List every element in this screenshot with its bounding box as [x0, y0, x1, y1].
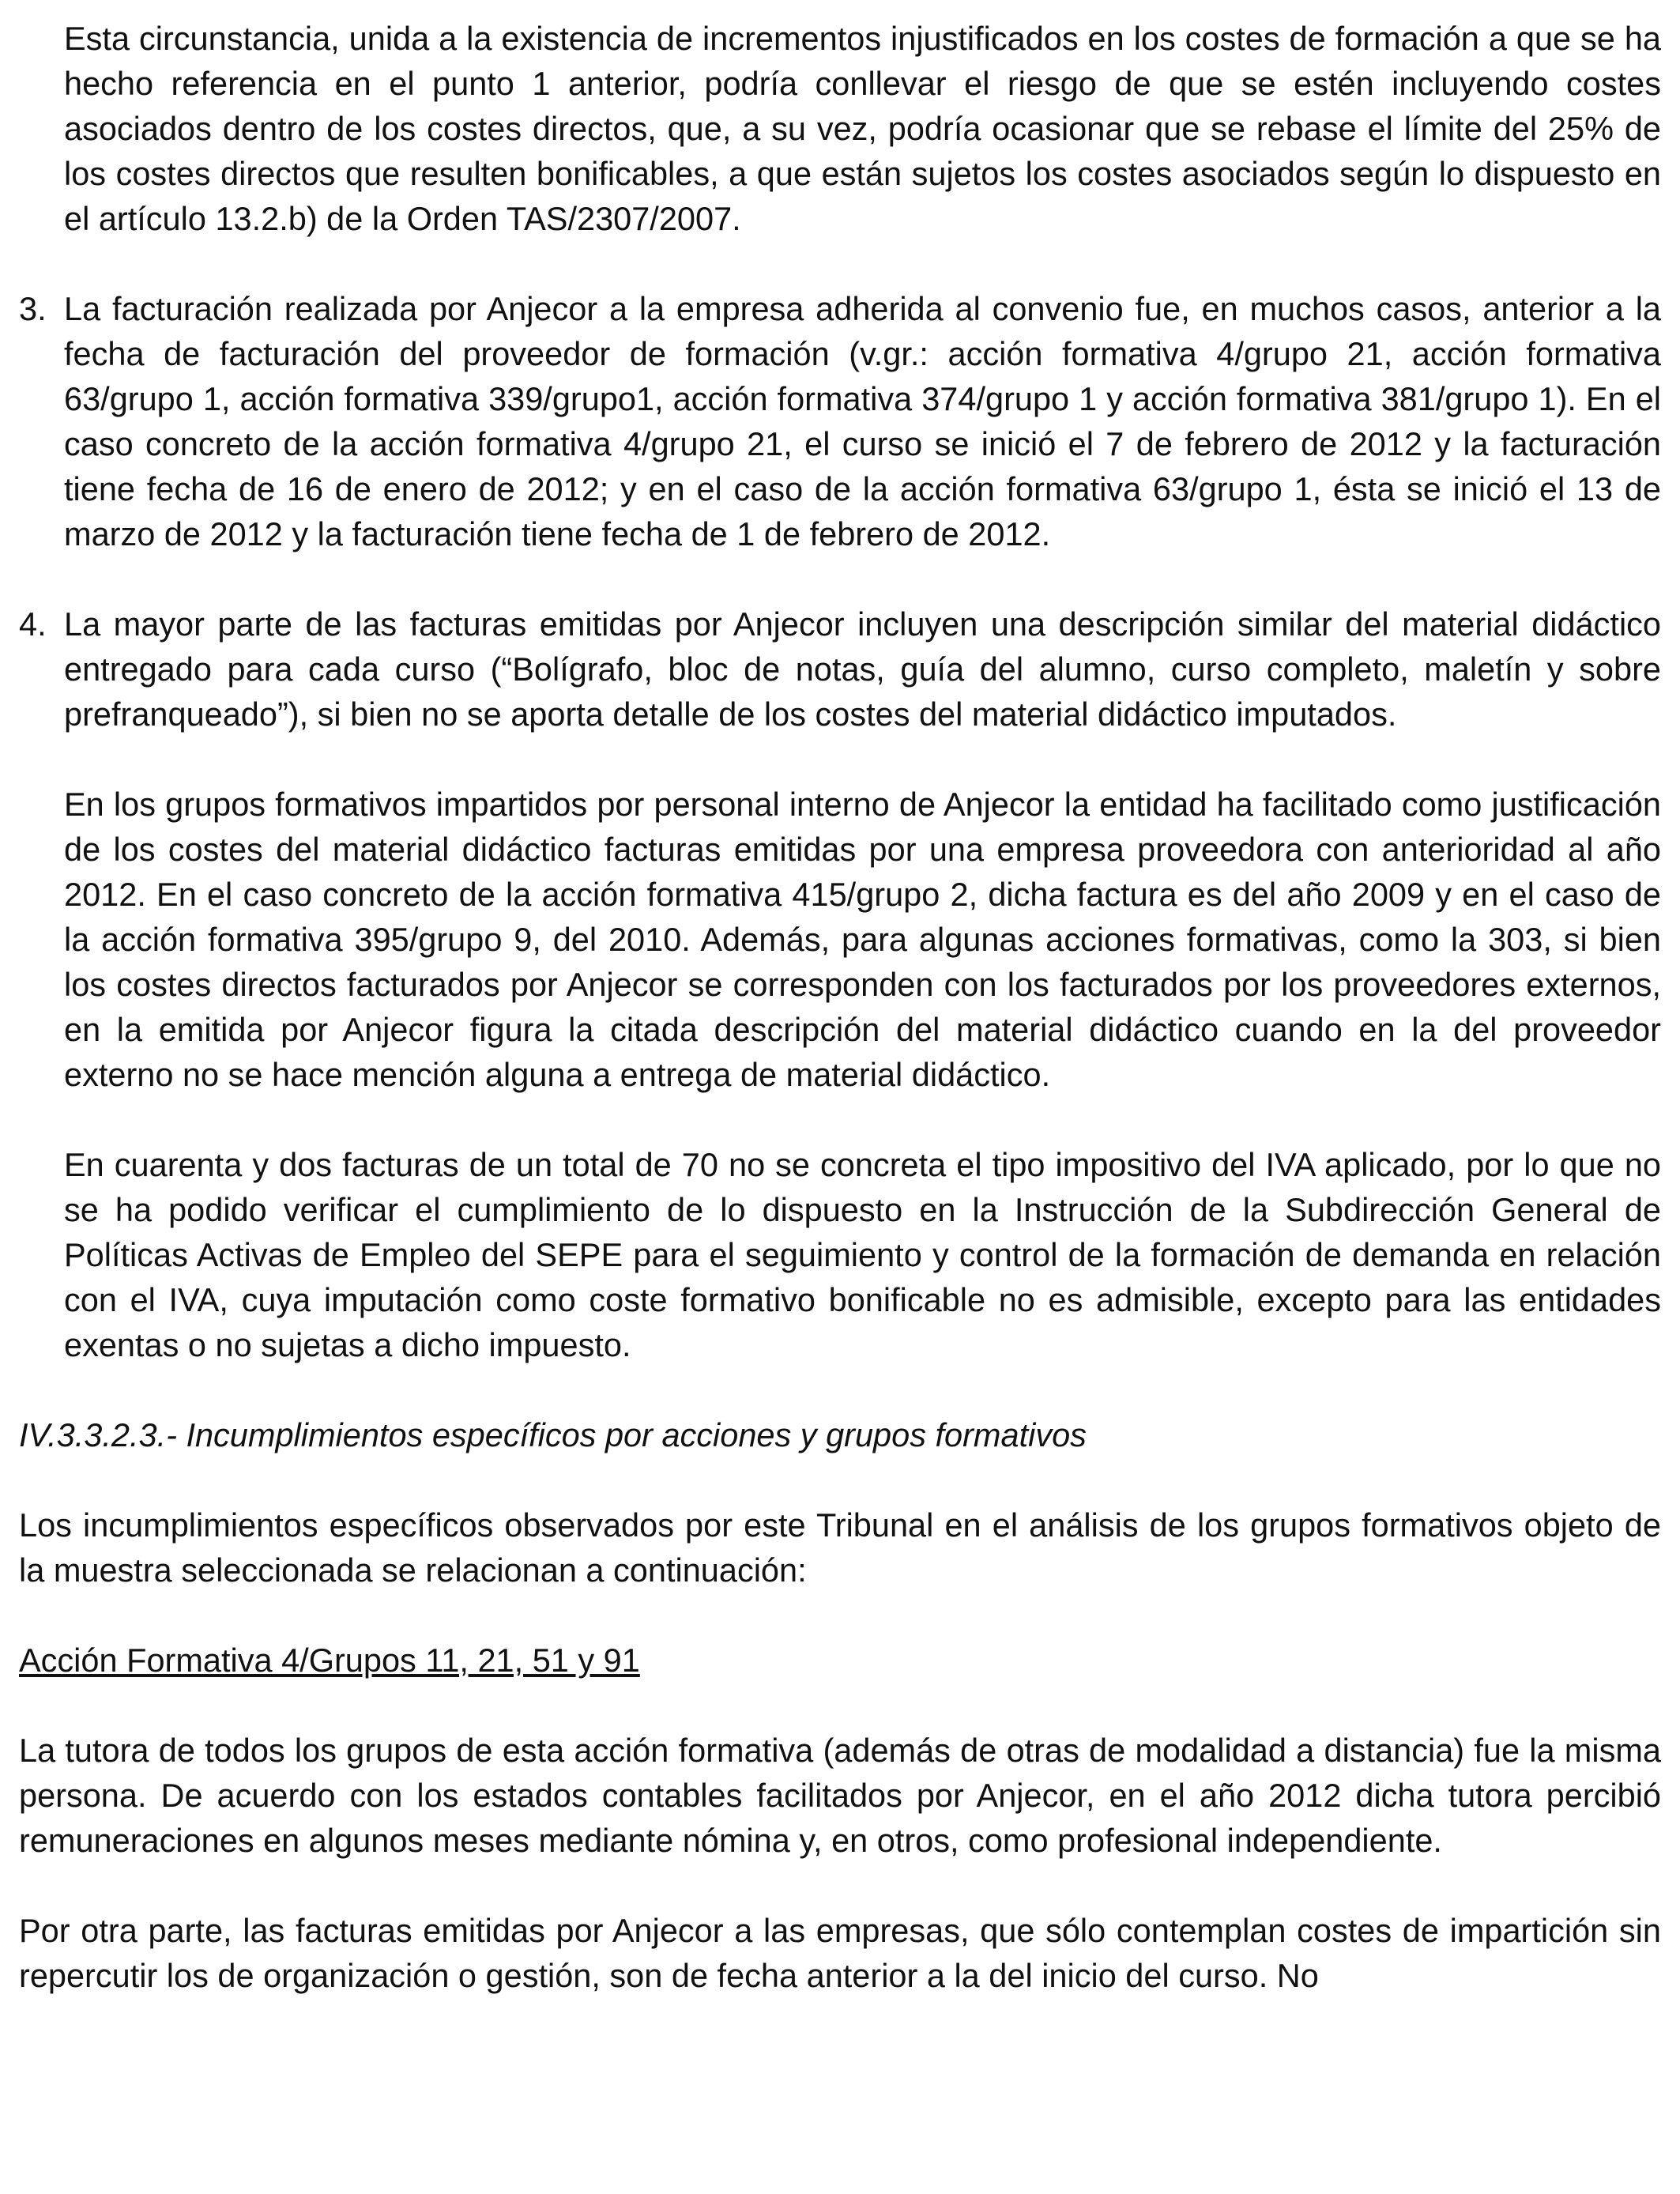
paragraph-material-didactico: En los grupos formativos impartidos por personal interno de Anjecor la entidad ha facilitado como justificación de los costes del material didáctico facturas emitidas por una empresa proveedora con anterioridad al año 2012. En el caso concreto de la acción formativa 415/grupo 2, dicha factura es del año 2009 y en el caso de la acción formativa 395/grupo 9, del 2010. Además, para algunas acciones formativas, como la 303, si bien los costes directos facturados por Anjecor se corresponden con los facturados por los proveedores externos, en la emitida por Anjecor figura la citada descripción del material didáctico cuando en la del proveedor externo no se hace mención alguna a entrega de material didáctico.: [64, 786, 1661, 1093]
list-item-4: [19, 601, 1661, 737]
document-page: [19, 16, 1661, 1998]
spacer: [19, 1593, 1661, 1638]
section-heading: IV.3.3.2.3.- Incumplimientos específicos por acciones y grupos formativos: [19, 1416, 1087, 1453]
paragraph-facturas: Por otra parte, las facturas emitidas por Anjecor a las empresas, que sólo contemplan costes de impartición sin repercutir los de organización o gestión, son de fecha anterior a la del inicio del curso. No: [19, 1912, 1661, 1994]
spacer: [19, 737, 1661, 782]
subsection-heading: Acción Formativa 4/Grupos 11, 21, 51 y 91: [19, 1642, 640, 1679]
spacer: [19, 556, 1661, 601]
paragraph-tutora: La tutora de todos los grupos de esta acción formativa (además de otras de modalidad a distancia) fue la misma persona. De acuerdo con los estados contables facilitados por Anjecor, en el año 2012 dicha tutora percibió remuneraciones en algunos meses mediante nómina y, en otros, como profesional independiente.: [19, 1732, 1661, 1859]
list-text-4: La mayor parte de las facturas emitidas por Anjecor incluyen una descripción similar del material didáctico entregado para cada curso (“Bolígrafo, bloc de notas, guía del alumno, curso completo, maletín y sobre prefranqueado”), si bien no se aporta detalle de los costes del material didáctico imputados.: [64, 605, 1661, 733]
list-text-3: La facturación realizada por Anjecor a la empresa adherida al convenio fue, en muchos casos, anterior a la fecha de facturación del proveedor de formación (v.gr.: acción formativa 4/grupo 21, acción formativa 63/grupo 1, acción formativa 339/grupo1, acción formativa 374/grupo 1 y acción formativa 381/grupo 1). En el caso concreto de la acción formativa 4/grupo 21, el curso se inició el 7 de febrero de 2012 y la facturación tiene fecha de 16 de enero de 2012; y en el caso de la acción formativa 63/grupo 1, ésta se inició el 13 de marzo de 2012 y la facturación tiene fecha de 1 de febrero de 2012.: [64, 290, 1661, 552]
spacer: [19, 1863, 1661, 1908]
paragraph-incumplimientos: Los incumplimientos específicos observados por este Tribunal en el análisis de los grupos formativos objeto de la muestra seleccionada se relacionan a continuación:: [19, 1506, 1661, 1589]
spacer: [19, 1457, 1661, 1502]
list-number-3: 3.: [19, 290, 47, 327]
list-item-3: [19, 286, 1661, 556]
paragraph-iva: En cuarenta y dos facturas de un total de 70 no se concreta el tipo impositivo del IVA aplicado, por lo que no se ha podido verificar el cumplimiento de lo dispuesto en la Instrucción de la Subdirección General de Políticas Activas de Empleo del SEPE para el seguimiento y control de la formación de demanda en relación con el IVA, cuya imputación como coste formativo bonificable no es admisible, excepto para las entidades exentas o no sujetas a dicho impuesto.: [64, 1146, 1661, 1363]
spacer: [19, 1367, 1661, 1412]
spacer: [19, 1683, 1661, 1728]
paragraph-circunstancia: Esta circunstancia, unida a la existencia de incrementos injustificados en los costes de formación a que se ha hecho referencia en el punto 1 anterior, podría conllevar el riesgo de que se estén incluyendo costes asociados dentro de los costes directos, que, a su vez, podría ocasionar que se rebase el límite del 25% de los costes directos que resulten bonificables, a que están sujetos los costes asociados según lo dispuesto en el artículo 13.2.b) de la Orden TAS/2307/2007.: [64, 20, 1661, 237]
spacer: [19, 241, 1661, 286]
list-number-4: 4.: [19, 605, 47, 643]
spacer: [19, 1097, 1661, 1142]
